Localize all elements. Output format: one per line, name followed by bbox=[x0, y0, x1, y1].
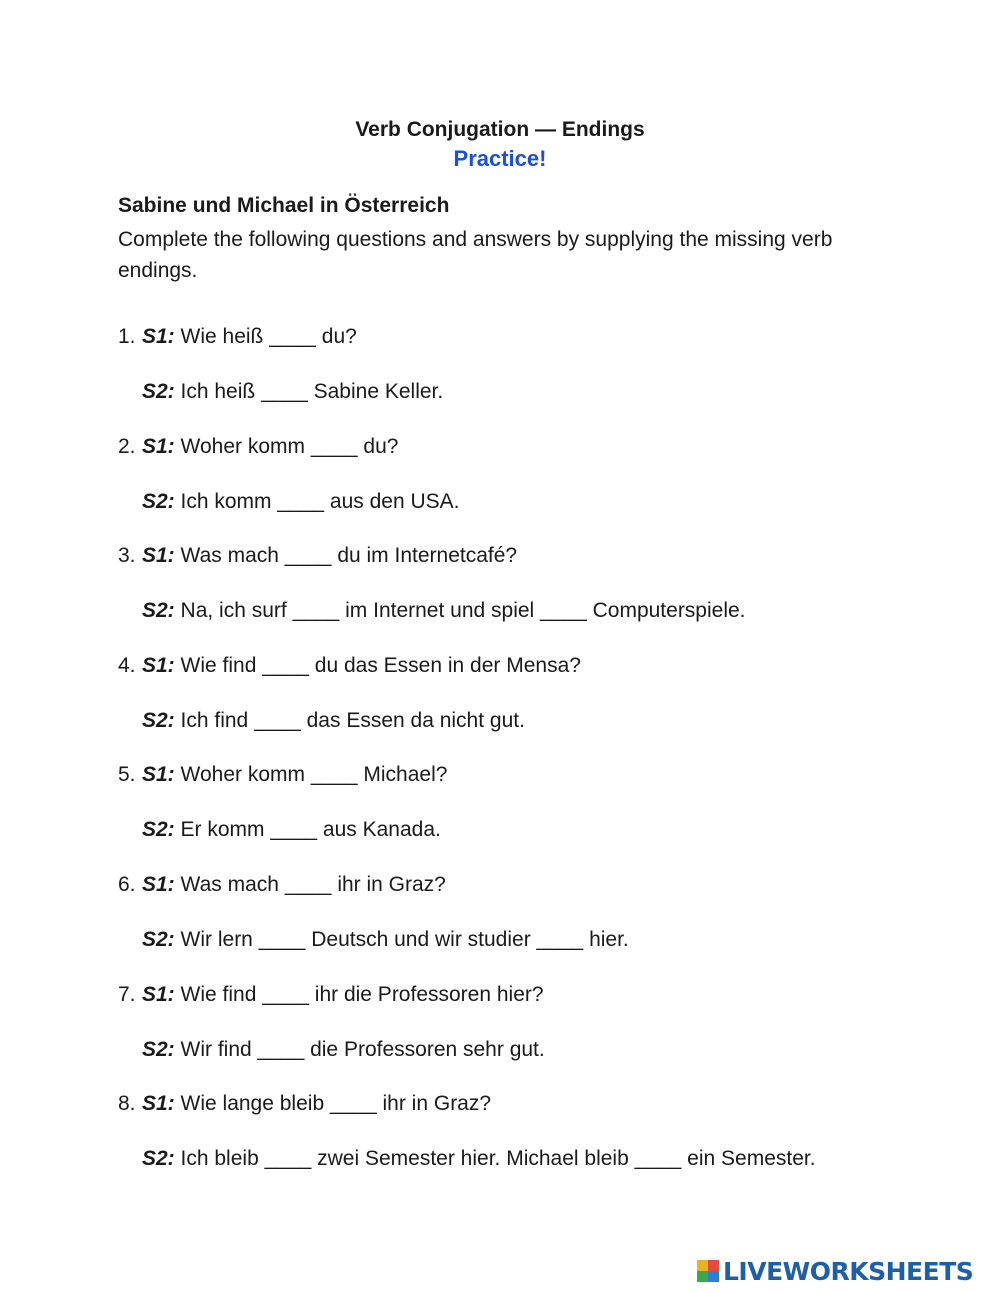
speaker-label: S1: bbox=[142, 1092, 175, 1115]
logo-square-icon bbox=[708, 1271, 719, 1282]
exercise-number: 4. bbox=[118, 654, 136, 677]
exercise-number: 5. bbox=[118, 763, 136, 786]
exercise-7-answer bbox=[142, 1038, 545, 1062]
speaker-label: S2: bbox=[142, 928, 175, 951]
question-text: Woher komm ____ Michael? bbox=[180, 763, 448, 786]
exercise-2-question bbox=[118, 435, 398, 459]
section-heading: Sabine und Michael in Österreich bbox=[118, 194, 450, 217]
exercise-2-answer bbox=[142, 490, 460, 514]
exercise-5-question bbox=[118, 763, 447, 787]
exercise-1-question bbox=[118, 325, 357, 349]
liveworksheets-logo-icon bbox=[697, 1260, 719, 1282]
speaker-label: S2: bbox=[142, 1038, 175, 1061]
speaker-label: S2: bbox=[142, 709, 175, 732]
logo-text: LIVEWORKSHEETS bbox=[723, 1256, 974, 1286]
speaker-label: S1: bbox=[142, 873, 175, 896]
worksheet-title: Verb Conjugation — Endings bbox=[355, 118, 645, 141]
exercise-1-answer bbox=[142, 380, 443, 404]
answer-text: Na, ich surf ____ im Internet und spiel ____ Computerspiele. bbox=[180, 599, 746, 622]
liveworksheets-logo bbox=[697, 1256, 973, 1286]
speaker-label: S2: bbox=[142, 818, 175, 841]
answer-text: Ich bleib ____ zwei Semester hier. Michael bleib ____ ein Semester. bbox=[180, 1147, 816, 1170]
answer-text: Ich find ____ das Essen da nicht gut. bbox=[180, 709, 525, 732]
speaker-label: S1: bbox=[142, 983, 175, 1006]
speaker-label: S2: bbox=[142, 599, 175, 622]
exercise-number: 7. bbox=[118, 983, 136, 1006]
worksheet-subtitle: Practice! bbox=[453, 146, 547, 171]
exercise-7-question bbox=[118, 983, 544, 1007]
speaker-label: S2: bbox=[142, 380, 175, 403]
exercise-3-answer bbox=[142, 599, 746, 623]
logo-square-icon bbox=[708, 1260, 719, 1271]
question-text: Wie lange bleib ____ ihr in Graz? bbox=[180, 1092, 492, 1115]
speaker-label: S1: bbox=[142, 435, 175, 458]
instructions-text: Complete the following questions and answers by supplying the missing verb endings. bbox=[118, 228, 833, 282]
question-text: Was mach ____ du im Internetcafé? bbox=[180, 544, 518, 567]
exercise-6-answer bbox=[142, 928, 629, 952]
question-text: Was mach ____ ihr in Graz? bbox=[180, 873, 446, 896]
speaker-label: S2: bbox=[142, 490, 175, 513]
exercise-number: 8. bbox=[118, 1092, 136, 1115]
speaker-label: S1: bbox=[142, 763, 175, 786]
speaker-label: S1: bbox=[142, 654, 175, 677]
answer-text: Wir lern ____ Deutsch und wir studier ____ hier. bbox=[180, 928, 629, 951]
speaker-label: S2: bbox=[142, 1147, 175, 1170]
logo-square-icon bbox=[697, 1260, 708, 1271]
exercise-number: 2. bbox=[118, 435, 136, 458]
answer-text: Ich heiß ____ Sabine Keller. bbox=[180, 380, 444, 403]
speaker-label: S1: bbox=[142, 325, 175, 348]
question-text: Wie find ____ du das Essen in der Mensa? bbox=[180, 654, 581, 677]
exercise-number: 1. bbox=[118, 325, 136, 348]
exercise-5-answer bbox=[142, 818, 441, 842]
question-text: Woher komm ____ du? bbox=[180, 435, 399, 458]
exercise-3-question bbox=[118, 544, 517, 568]
exercise-8-question bbox=[118, 1092, 491, 1116]
question-text: Wie heiß ____ du? bbox=[180, 325, 357, 348]
speaker-label: S1: bbox=[142, 544, 175, 567]
exercise-4-answer bbox=[142, 709, 525, 733]
exercise-6-question bbox=[118, 873, 446, 897]
exercise-number: 6. bbox=[118, 873, 136, 896]
logo-square-icon bbox=[697, 1271, 708, 1282]
question-text: Wie find ____ ihr die Professoren hier? bbox=[180, 983, 544, 1006]
answer-text: Wir find ____ die Professoren sehr gut. bbox=[180, 1038, 545, 1061]
exercise-4-question bbox=[118, 654, 581, 678]
answer-text: Ich komm ____ aus den USA. bbox=[180, 490, 460, 513]
exercise-number: 3. bbox=[118, 544, 136, 567]
exercise-8-answer bbox=[142, 1147, 816, 1171]
answer-text: Er komm ____ aus Kanada. bbox=[180, 818, 441, 841]
